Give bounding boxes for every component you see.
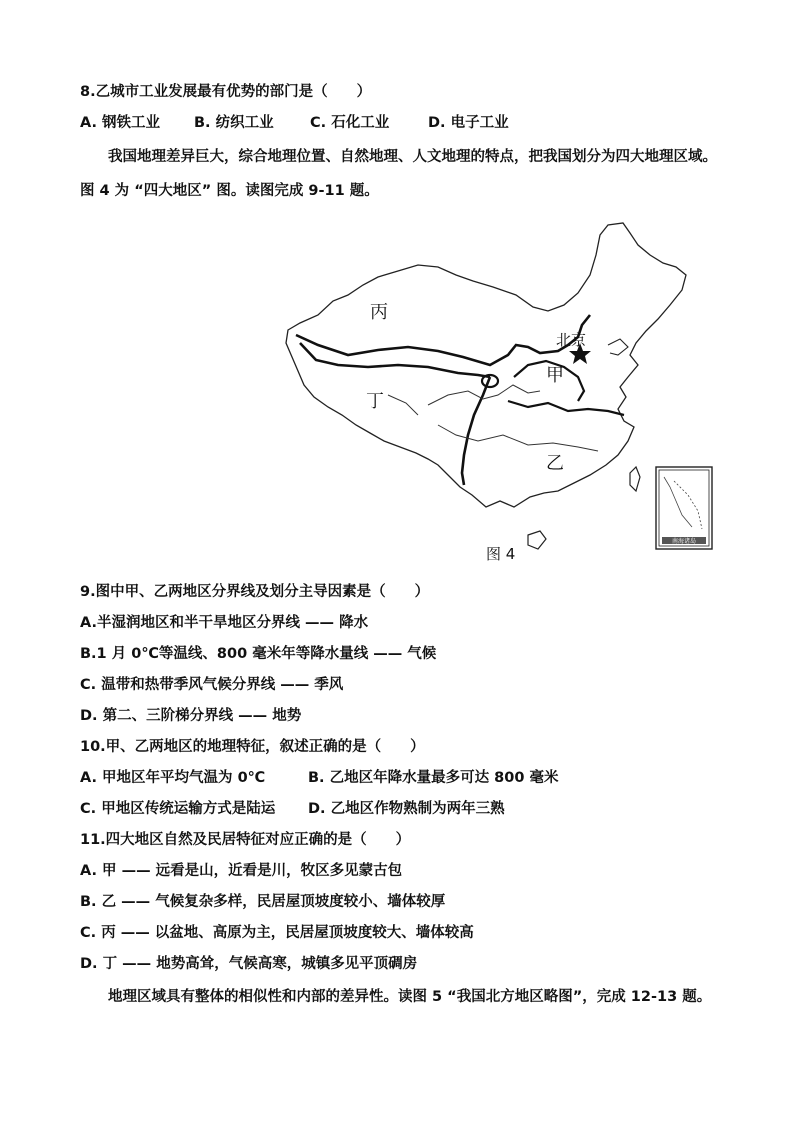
intro-paragraph-2: 地理区域具有整体的相似性和内部的差异性。读图 5 “我国北方地区略图”，完成 12-13 题。 — [108, 989, 712, 1005]
question-9-stem: 9.图中甲、乙两地区分界线及划分主导因素是（ ） — [80, 584, 430, 600]
south-sea-inset — [656, 467, 712, 549]
hainan-outline — [528, 531, 546, 549]
label-jia: 甲 — [546, 365, 564, 386]
label-yi: 乙 — [546, 453, 564, 474]
boundary-north-west — [296, 315, 590, 365]
boundary-north-south — [508, 401, 624, 415]
option-b: B. 乙地区年降水量最多可达 800 毫米 — [308, 770, 559, 786]
question-11-option-c: C. 丙 —— 以盆地、高原为主，民居屋顶坡度较大、墙体较高 — [80, 925, 474, 941]
figure-caption: 图 4 — [486, 545, 516, 563]
question-10-stem: 10.甲、乙两地区的地理特征，叙述正确的是（ ） — [80, 739, 425, 755]
option-d: D. 乙地区作物熟制为两年三熟 — [308, 801, 505, 817]
question-9-option-b: B.1 月 0℃等温线、800 毫米年等降水量线 —— 气候 — [80, 646, 437, 662]
inset-label: 南海诸岛 — [671, 538, 697, 545]
label-beijing: 北京 — [556, 331, 587, 349]
label-bing: 丙 — [370, 302, 388, 323]
taiwan-outline — [630, 467, 640, 491]
china-four-regions-map — [278, 215, 723, 565]
question-11-option-d: D. 丁 —— 地势高耸，气候高寒，城镇多见平顶碉房 — [80, 956, 418, 972]
option-d: D. 电子工业 — [428, 115, 509, 131]
boundary-east-west — [462, 377, 490, 485]
river-yangtze — [438, 425, 598, 451]
option-c: C. 甲地区传统运输方式是陆运 — [80, 801, 276, 817]
question-9-option-a: A.半湿润地区和半干旱地区分界线 —— 降水 — [80, 615, 369, 631]
option-b: B. 纺织工业 — [194, 115, 274, 131]
question-11-option-a: A. 甲 —— 远看是山，近看是川，牧区多见蒙古包 — [80, 863, 403, 879]
question-11-option-b: B. 乙 —— 气候复杂多样，民居屋顶坡度较小、墙体较厚 — [80, 894, 446, 910]
question-8-stem: 8.乙城市工业发展最有优势的部门是（ ） — [80, 84, 372, 100]
question-11-stem: 11.四大地区自然及民居特征对应正确的是（ ） — [80, 832, 411, 848]
option-c: C. 石化工业 — [310, 115, 390, 131]
question-9-option-c: C. 温带和热带季风气候分界线 —— 季风 — [80, 677, 344, 693]
question-9-option-d: D. 第二、三阶梯分界线 —— 地势 — [80, 708, 302, 724]
option-a: A. 钢铁工业 — [80, 115, 161, 131]
intro-paragraph-1: 我国地理差异巨大，综合地理位置、自然地理、人文地理的特点，把我国划分为四大地理区域。图 4 为 “四大地区” 图。读图完成 9-11 题。 — [80, 149, 717, 199]
label-ding: 丁 — [366, 391, 384, 412]
option-a: A. 甲地区年平均气温为 0℃ — [80, 770, 266, 786]
